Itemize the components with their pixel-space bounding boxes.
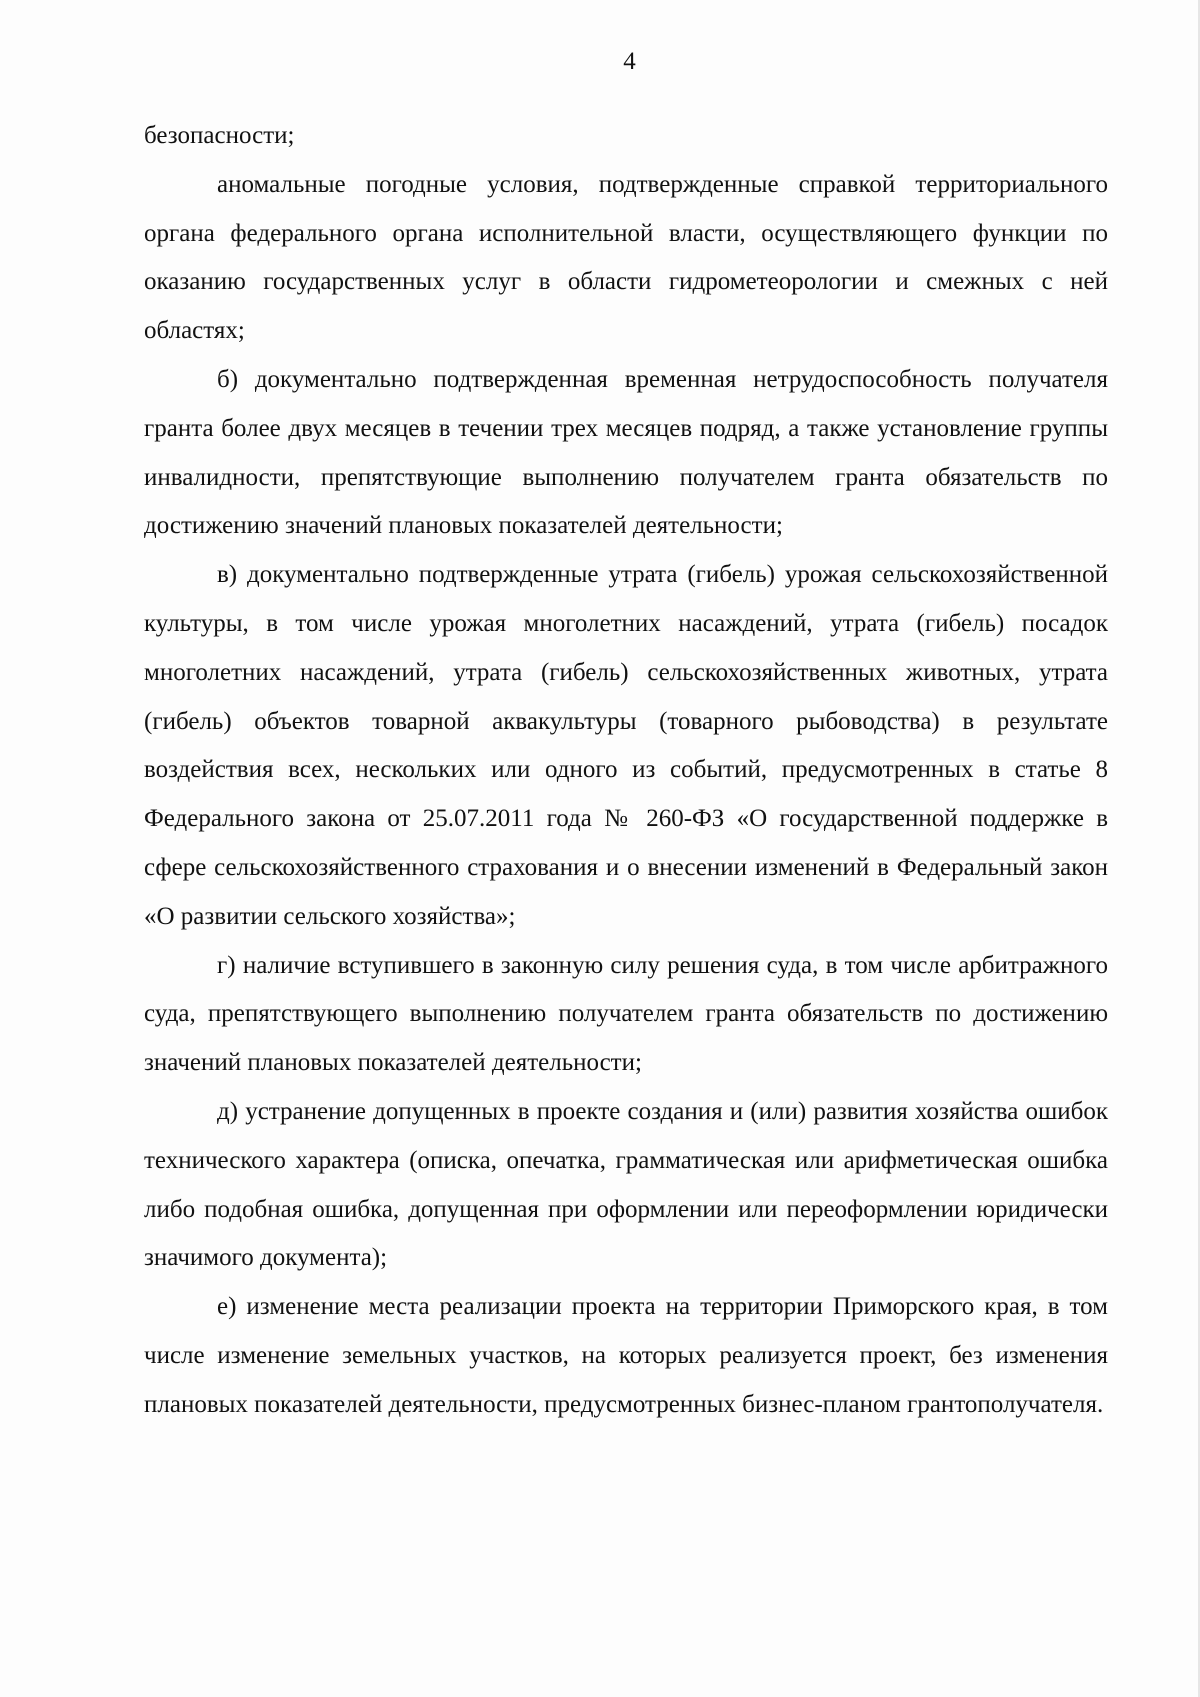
paragraph-item-d: д) устранение допущенных в проекте создания и (или) развития хозяйства ошибок технического характера (описка, опечатка, грамматическая или арифметическая ошибка либо подобная ошибка, допущенная при оформлении или переоформлении юридически значимого документа); [144, 1097, 1108, 1272]
paragraph-item-g: г) наличие вступившего в законную силу решения суда, в том числе арбитражного суда, препятствующего выполнению получателем гранта обязательств по достижению значений плановых показателей деятельности; [144, 951, 1108, 1077]
paragraph-item-v: в) документально подтвержденные утрата (гибель) урожая сельскохозяйственной культуры, в том числе урожая многолетних насаждений, утрата (гибель) посадок многолетних насаждений, утрата (гибель) сельскохозяйственных животных, утрата (гибель) объектов товарной аквакультуры (товарного рыбоводства) в результате воздействия всех, нескольких или одного из событий, предусмотренных в статье 8 Федерального закона от 25.07.2011 года № 260-ФЗ «О государственной поддержке в сфере сельскохозяйственного страхования и о внесении изменений в Федеральный закон «О развитии сельского хозяйства»; [144, 561, 1108, 930]
page-number: 4 [623, 48, 636, 75]
paragraph-item-e: е) изменение места реализации проекта на территории Приморского края, в том числе изменение земельных участков, на которых реализуется проект, без изменения плановых показателей деятельности, предусмотренных бизнес-планом грантополучателя. [144, 1293, 1108, 1418]
paragraph-item-b: б) документально подтвержденная временная нетрудоспособность получателя гранта более двух месяцев в течении трех месяцев подряд, а также установление группы инвалидности, препятствующие выполнению получателем гранта обязательств по достижению значений плановых показателей деятельности; [144, 365, 1108, 540]
paragraph-continuation: безопасности; [144, 122, 295, 149]
document-body [144, 112, 1108, 1430]
paragraph-weather-conditions: аномальные погодные условия, подтвержденные справкой территориального органа федерального органа исполнительной власти, осуществляющего функции по оказанию государственных услуг в области гидрометеорологии и смежных с ней областях; [144, 170, 1108, 345]
